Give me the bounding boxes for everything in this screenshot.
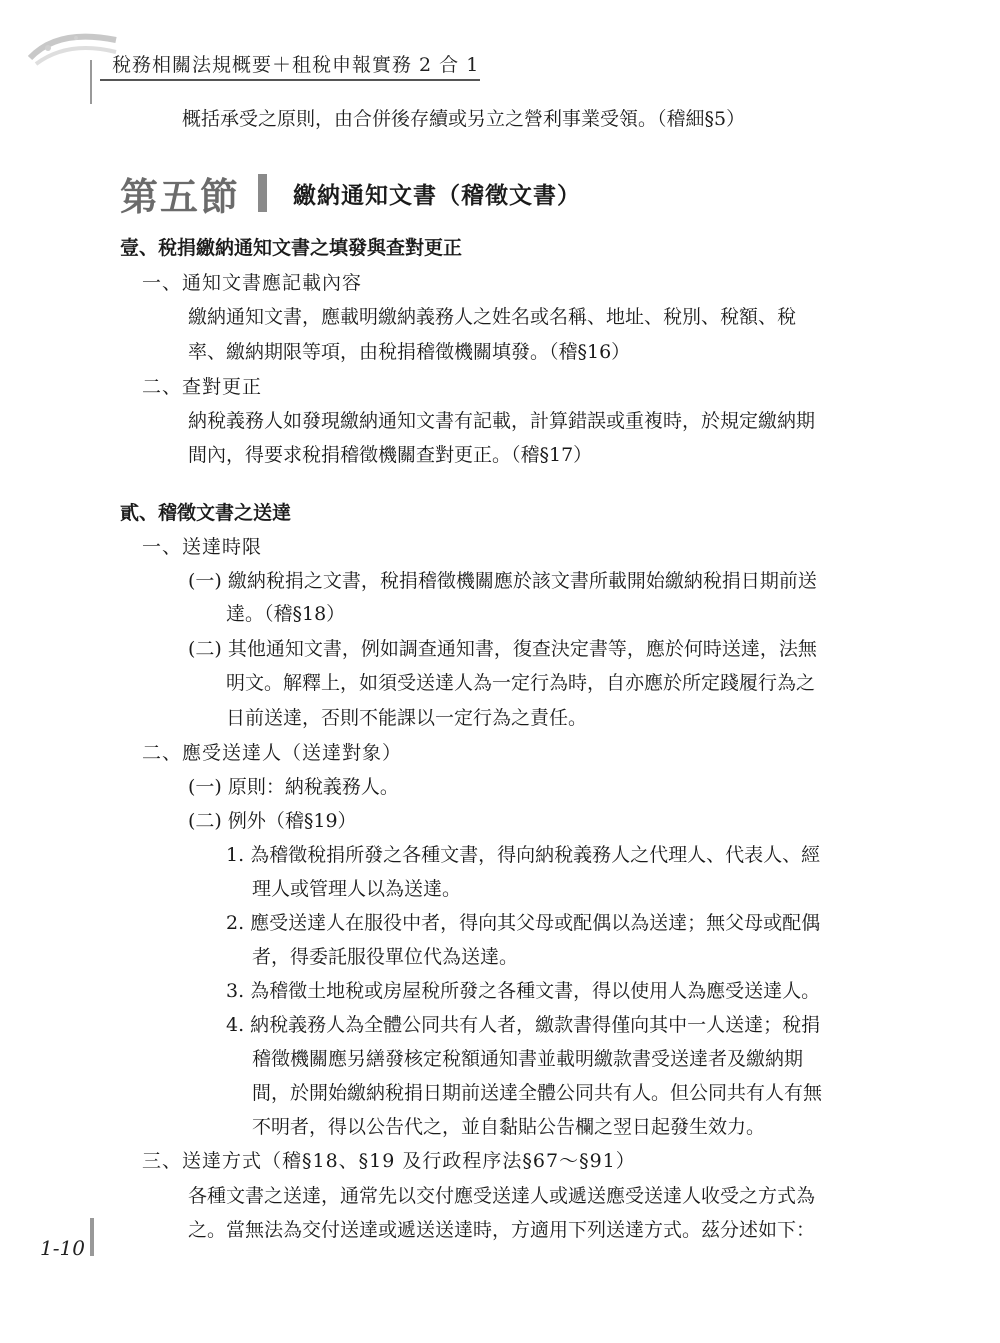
- part1-item2-heading: 二、查對更正: [142, 376, 263, 398]
- part2-item1-line: (一) 繳納稅捐之文書，稅捐稽徵機關應於該文書所載開始繳納稅捐日期前送: [188, 570, 817, 592]
- part2-item2-line: 者，得委託服役單位代為送達。: [252, 946, 519, 968]
- part2-item1-line: 明文。解釋上，如須受送達人為一定行為時，自亦應於所定踐履行為之: [226, 672, 816, 694]
- part2-heading: 貳、稽徵文書之送達: [120, 502, 292, 524]
- part2-item1-line: 達。（稽§18）: [226, 603, 346, 625]
- part2-item2-line: 理人或管理人以為送達。: [252, 878, 462, 900]
- part2-item3-line: 各種文書之送達，通常先以交付應受送達人或遞送應受送達人收受之方式為: [188, 1185, 816, 1207]
- section-number: 第五節: [120, 173, 241, 219]
- part2-item2-line: 2. 應受送達人在服役中者，得向其父母或配偶以為送達；無父母或配偶: [226, 912, 821, 934]
- intro-line: 概括承受之原則，由合併後存續或另立之營利事業受領。（稽細§5）: [182, 108, 746, 130]
- side-rule-top: [90, 60, 92, 104]
- part2-item3-heading: 三、送達方式（稽§18、§19 及行政程序法§67～§91）: [142, 1150, 636, 1172]
- part1-heading: 壹、稅捐繳納通知文書之填發與查對更正: [120, 237, 463, 259]
- part1-item1-line: 率、繳納期限等項，由稅捐稽徵機關填發。（稽§16）: [188, 341, 631, 363]
- header-rule: [100, 79, 480, 81]
- part2-item2-line: (二) 例外（稽§19）: [188, 810, 357, 832]
- part1-item2-line: 間內，得要求稅捐稽徵機關查對更正。（稽§17）: [188, 444, 593, 466]
- side-rule-bottom: [90, 1218, 94, 1256]
- part2-item2-line: 4. 納稅義務人為全體公同共有人者，繳款書得僅向其中一人送達；稅捐: [226, 1014, 821, 1036]
- part2-item2-line: 稽徵機關應另繕發核定稅額通知書並載明繳款書受送達者及繳納期: [252, 1048, 804, 1070]
- section-title: 繳納通知文書（稽徵文書）: [293, 182, 582, 209]
- part2-item2-line: 不明者，得以公告代之，並自黏貼公告欄之翌日起發生效力。: [252, 1116, 766, 1138]
- part2-item3-line: 之。當無法為交付送達或遞送送達時，方適用下列送達方式。茲分述如下：: [188, 1219, 816, 1241]
- page-number: 1-10: [40, 1236, 85, 1260]
- section-bar: [258, 174, 267, 212]
- part2-item2-heading: 二、應受送達人（送達對象）: [142, 742, 403, 764]
- part2-item2-line: (一) 原則：納稅義務人。: [188, 776, 399, 798]
- part2-item2-line: 3. 為稽徵土地稅或房屋稅所發之各種文書，得以使用人為應受送達人。: [226, 980, 821, 1002]
- header-decoration: [28, 18, 118, 68]
- part2-item1-line: (二) 其他通知文書，例如調查通知書，復查決定書等，應於何時送達，法無: [188, 638, 817, 660]
- part1-item2-line: 納稅義務人如發現繳納通知文書有記載，計算錯誤或重複時，於規定繳納期: [188, 410, 816, 432]
- part1-item1-heading: 一、通知文書應記載內容: [142, 272, 363, 294]
- part1-item1-line: 繳納通知文書，應載明繳納義務人之姓名或名稱、地址、稅別、稅額、稅: [188, 306, 797, 328]
- part2-item2-line: 間，於開始繳納稅捐日期前送達全體公同共有人。但公同共有人有無: [252, 1082, 823, 1104]
- part2-item1-heading: 一、送達時限: [142, 536, 263, 558]
- part2-item2-line: 1. 為稽徵稅捐所發之各種文書，得向納稅義務人之代理人、代表人、經: [226, 844, 821, 866]
- section-heading: [120, 168, 581, 218]
- running-header: 稅務相關法規概要＋租稅申報實務 2 合 1: [112, 54, 480, 76]
- part2-item1-line: 日前送達，否則不能課以一定行為之責任。: [226, 707, 588, 729]
